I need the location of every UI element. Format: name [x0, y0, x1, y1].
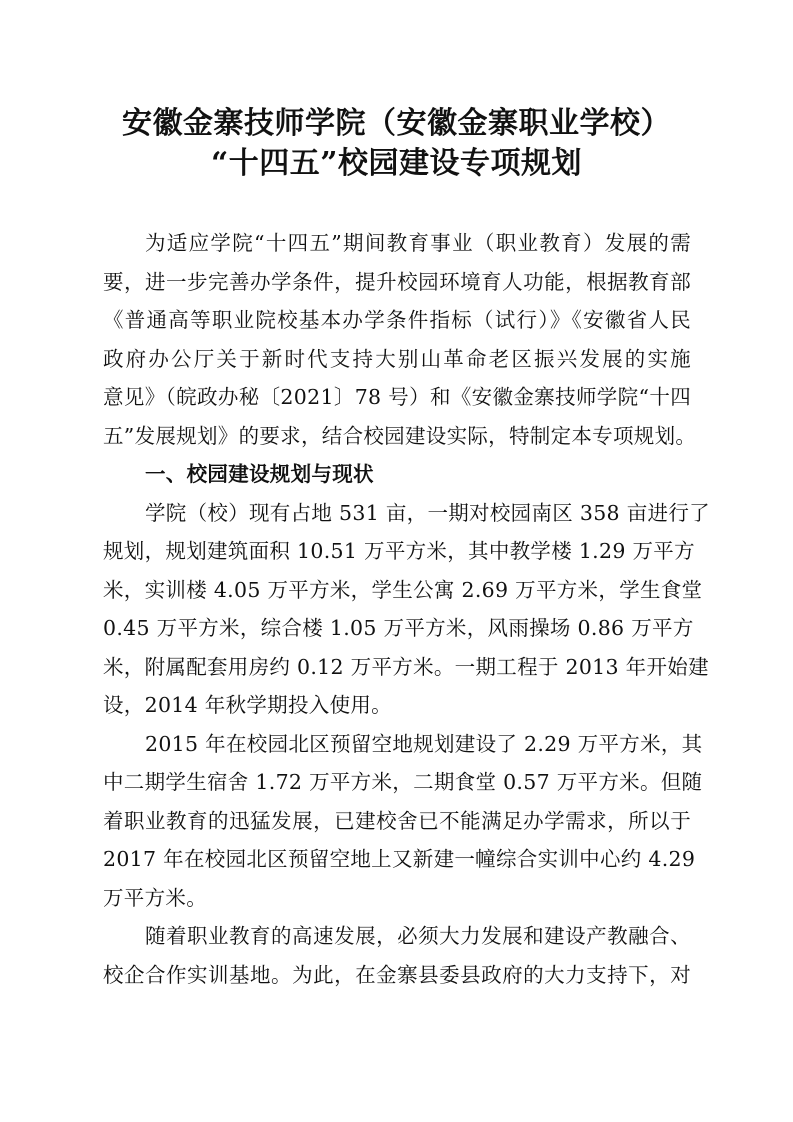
paragraph-line: 政府办公厅关于新时代支持大别山革命老区振兴发展的实施	[103, 346, 691, 371]
section-heading: 一、校园建设规划与现状	[145, 462, 374, 486]
paragraph-intro	[103, 224, 697, 455]
paragraph-line: 随着职业教育的高速发展，必须大力发展和建设产教融合、	[145, 924, 691, 948]
paragraph-line: 着职业教育的迅猛发展，已建校舍已不能满足办学需求，所以于	[103, 808, 691, 833]
paragraph-line: 意见》（皖政办秘〔2021〕78 号）和《安徽金寨技师学院“十四	[103, 385, 691, 409]
paragraph-line: 为适应学院“十四五”期间教育事业（职业教育）发展的需	[145, 231, 691, 255]
paragraph-line: 0.45 万平方米，综合楼 1.05 万平方米，风雨操场 0.86 万平方	[103, 616, 694, 640]
document-title-line-2: “十四五”校园建设专项规划	[210, 146, 582, 181]
paragraph-line: 米，附属配套用房约 0.12 万平方米。一期工程于 2013 年开始建	[103, 654, 709, 679]
paragraph-line: 中二期学生宿舍 1.72 万平方米，二期食堂 0.57 万平方米。但随	[103, 770, 703, 794]
paragraph-line: 规划，规划建筑面积 10.51 万平方米，其中教学楼 1.29 万平方	[103, 539, 695, 563]
paragraph-line: 设，2014 年秋学期投入使用。	[103, 693, 392, 717]
paragraph-current-status	[103, 494, 710, 725]
paragraph-line: 五”发展规划》的要求，结合校园建设实际，特制定本专项规划。	[103, 423, 697, 448]
document-title-line-1: 安徽金寨技师学院（安徽金寨职业学校）	[122, 106, 671, 141]
paragraph-line: 校企合作实训基地。为此，在金寨县委县政府的大力支持下，对	[103, 962, 691, 987]
paragraph-line: 2017 年在校园北区预留空地上又新建一幢综合实训中心约 4.29	[103, 847, 696, 871]
document-body	[103, 224, 710, 994]
paragraph-line: 2015 年在校园北区预留空地规划建设了 2.29 万平方米，其	[145, 731, 703, 756]
paragraph-north-campus	[103, 725, 703, 918]
paragraph-line: 《普通高等职业院校基本办学条件指标（试行）》《安徽省人民	[103, 308, 691, 332]
paragraph-line: 米，实训楼 4.05 万平方米，学生公寓 2.69 万平方米，学生食堂	[103, 577, 703, 602]
paragraph-development	[103, 917, 691, 994]
paragraph-line: 要，进一步完善办学条件，提升校园环境育人功能，根据教育部	[103, 269, 691, 294]
paragraph-line: 学院（校）现有占地 531 亩，一期对校园南区 358 亩进行了	[145, 500, 710, 525]
paragraph-line: 万平方米。	[103, 885, 207, 910]
